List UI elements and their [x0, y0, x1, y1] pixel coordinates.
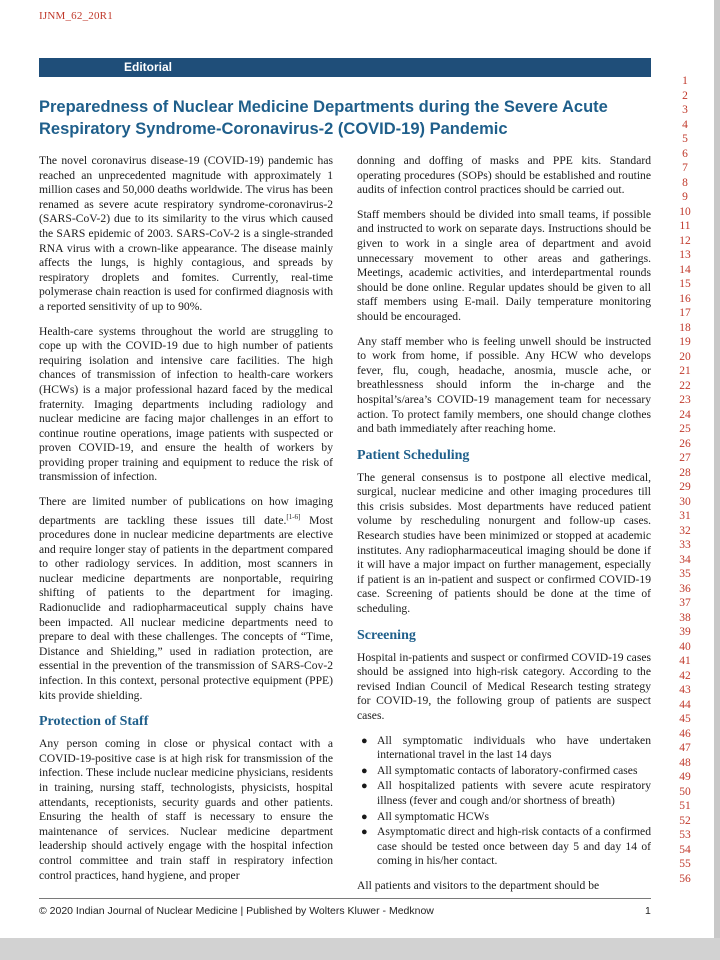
- line-number: 20: [679, 350, 691, 363]
- paragraph: [39, 495, 333, 703]
- line-number: 27: [679, 452, 691, 464]
- line-number: 8: [682, 176, 688, 189]
- line-number: 43: [679, 684, 691, 696]
- line-number: 32: [679, 524, 691, 537]
- line-number: 49: [679, 771, 691, 783]
- line-number: 40: [679, 640, 691, 653]
- bullet-icon: ●: [361, 780, 368, 793]
- paragraph: Any person coming in close or physical contact with a COVID-19-positive case is at high risk for transmission of the infection. These include nuclear medicine physicians, residents in training, nursing staff, technologists, physicists, hospital attendants, receptionists, security guards and other patients. Ensuring the health of staff is necessary to ensure the maintenance of services. Nuclear medicine department leadership should actively engage with the hospital infection control committee and train staff in respiratory infection control practices, hand hygiene, and proper: [39, 737, 333, 882]
- line-number: 11: [679, 220, 691, 232]
- line-number: 29: [679, 481, 691, 493]
- line-number: 54: [679, 843, 691, 856]
- right-column: [357, 154, 651, 904]
- footer-copyright: © 2020 Indian Journal of Nuclear Medicine | Published by Wolters Kluwer - Medknow: [39, 905, 434, 917]
- line-number: 46: [679, 727, 691, 740]
- line-number: 26: [679, 437, 691, 450]
- paragraph: Any staff member who is feeling unwell should be instructed to work from home, if possible. Any HCW who develops fever, flu, cough, headache, anosmia, muscle ache, or breathlessness should inform the in-charge and the hospital’s/area’s COVID-19 management team for necessary action. To protect family members, one should change clothes and bath immediately after reaching home.: [357, 334, 651, 436]
- paragraph: Health-care systems throughout the world are struggling to cope up with the COVID-19 due to high number of patients requiring isolation and intensive care facilities. The high chances of transmission of infection to health-care workers (HCWs) is a major professional hazard faced by the medical fraternity. Imaging departments including radiology and nuclear medicine are facing major challenges in an effort to continue routine operations, image patients with suspected or proven COVID-19, and ensure the health of workers by providing proper training and equipment to reduce the risk of transmission of infection.: [39, 324, 333, 484]
- line-number: 53: [679, 829, 691, 841]
- line-number: 33: [679, 539, 691, 551]
- line-number: 14: [679, 263, 691, 276]
- manuscript-id: IJNM_62_20R1: [39, 10, 113, 22]
- line-number: 48: [679, 756, 691, 769]
- section-heading-screening: Screening: [357, 627, 416, 643]
- list-item: [357, 764, 651, 779]
- bullet-icon: ●: [361, 810, 368, 823]
- line-number: 13: [679, 249, 691, 261]
- line-number: 30: [679, 495, 691, 508]
- viewer-edge: [714, 0, 720, 960]
- line-number: 4: [682, 118, 688, 131]
- paragraph: donning and doffing of masks and PPE kits. Standard operating procedures (SOPs) should be established and routine audits of infection control practices should be carried out.: [357, 154, 651, 197]
- line-number: 9: [682, 191, 688, 203]
- line-number: 37: [679, 597, 691, 609]
- list-item: [357, 779, 651, 808]
- list-item-text: Asymptomatic direct and high-risk contacts of a confirmed case should be tested once between day 5 and day 14 of coming in his/her contact.: [377, 825, 651, 868]
- line-number: 15: [679, 278, 691, 290]
- paragraph: All patients and visitors to the department should be: [357, 878, 600, 892]
- line-number: 41: [679, 655, 691, 667]
- list-item: [357, 825, 651, 869]
- line-number: 44: [679, 698, 691, 711]
- left-column: [39, 154, 333, 893]
- line-number: 3: [682, 104, 688, 116]
- section-heading-protection: Protection of Staff: [39, 714, 149, 730]
- line-number: 1: [682, 75, 688, 87]
- line-number: 18: [679, 321, 691, 334]
- reference-marker[interactable]: [1-6]: [286, 512, 301, 521]
- line-number: 52: [679, 814, 691, 827]
- line-number: 28: [679, 466, 691, 479]
- section-label: Editorial: [124, 60, 173, 74]
- line-number: 2: [682, 89, 688, 102]
- section-heading-scheduling: Patient Scheduling: [357, 447, 470, 463]
- line-number: 34: [679, 553, 691, 566]
- line-number: 56: [679, 872, 691, 885]
- paragraph: The general consensus is to postpone all elective medical, surgical, nuclear medicine and other imaging procedures till this crisis subsides. Most departments have reduced patient volume by rescheduling nonurgent and follow-up cases. Research studies have been minimized or stopped at academic institutes. Any radiopharmaceutical imaging should be done if it will have a major impact on further management, especially if patient is an in-patient and suspect or confirmed COVID-19 case. Screening of patients should be done at the time of scheduling.: [357, 470, 651, 616]
- bullet-icon: ●: [361, 764, 368, 777]
- line-number: 50: [679, 785, 691, 798]
- line-number: 22: [679, 379, 691, 392]
- line-number: 7: [682, 162, 688, 174]
- list-item-text: All hospitalized patients with severe acute respiratory illness (fever and cough and/or shortness of breath): [377, 779, 651, 807]
- line-number: 5: [682, 133, 688, 145]
- bullet-icon: ●: [361, 826, 368, 839]
- line-number: 23: [679, 394, 691, 406]
- line-number: 6: [682, 147, 688, 160]
- line-number: 31: [679, 510, 691, 522]
- paragraph-text: Most procedures done in nuclear medicine departments are elective and require longer stay of patients in the department compared to other radiology services. In addition, most scanners in nuclear medicine departments are nonportable, requiring shifting of patients to the department for imaging. Radionuclide and radiopharmaceutical supply chains have been impacted. All nuclear medicine departments need to prepare to deal with these challenges. The concepts of “Time, Distance and Shielding,” used in radiation protection, are essential in the prevention of the transmission of SARS-Cov-2 infection. In this context, personal protective equipment (PPE) kits provide shielding.: [39, 513, 333, 702]
- line-number: 42: [679, 669, 691, 682]
- paragraph-text: There are limited number of publications on how imaging departments are tackling these issues till date.: [39, 495, 333, 527]
- line-number: 39: [679, 626, 691, 638]
- footer-rule: [39, 898, 651, 899]
- line-number: 19: [679, 336, 691, 348]
- section-band: [39, 58, 651, 77]
- line-numbers: [665, 74, 705, 886]
- list-item: [357, 734, 651, 763]
- list-item-text: All symptomatic individuals who have undertaken international travel in the last 14 days: [377, 733, 651, 762]
- line-number: 55: [679, 858, 691, 870]
- line-number: 17: [679, 307, 691, 319]
- line-number: 38: [679, 611, 691, 624]
- paragraph: Hospital in-patients and suspect or confirmed COVID-19 cases should be assigned into high-risk category. According to the revised Indian Council of Medical Research testing strategy for COVID-19, the following group of patients are suspect cases.: [357, 650, 651, 722]
- line-number: 25: [679, 423, 691, 435]
- viewer-bottom-edge: [0, 938, 720, 960]
- paragraph: The novel coronavirus disease-19 (COVID-19) pandemic has reached an unprecedented magnitude with approximately 1 million cases and 50,000 deaths worldwide. The virus has been renamed as severe acute respiratory syndrome-coronavirus-2 (SARS-CoV-2) due to its similarity to the virus which caused the SARS epidemic of 2003. SARS-CoV-2 is a single-stranded RNA virus with a crown-like appearance. The disease mainly affects the lungs, is highly contagious, and spreads by respiratory droplets and fomites. Currently, real-time polymerase chain reaction is used for confirmed diagnosis with a reported sensitivity of up to 90%.: [39, 154, 333, 313]
- page-number: 1: [645, 905, 651, 917]
- line-number: 47: [679, 742, 691, 754]
- line-number: 12: [679, 234, 691, 247]
- line-number: 10: [679, 205, 691, 218]
- paragraph: Staff members should be divided into small teams, if possible and instructed to work on separate days. Instructions should be given to work in a single area of department and avoid unnecessary movement to other areas and gatherings. Meetings, academic activities, and interdepartmental rounds should be done online. Regular updates should be given to all staff members using E-mail. Daily temperature monitoring should be encouraged.: [357, 207, 651, 323]
- list-item-text: All symptomatic HCWs: [377, 809, 490, 823]
- list-item: [357, 810, 651, 825]
- bullet-icon: ●: [361, 734, 368, 747]
- line-number: 35: [679, 568, 691, 580]
- line-number: 16: [679, 292, 691, 305]
- line-number: 51: [679, 800, 691, 812]
- line-number: 45: [679, 713, 691, 725]
- line-number: 24: [679, 408, 691, 421]
- line-number: 36: [679, 582, 691, 595]
- article-title: Preparedness of Nuclear Medicine Departments during the Severe Acute Respiratory Syndrome-Coronavirus-2 (COVID-19) Pandemic: [39, 98, 608, 138]
- line-number: 21: [679, 365, 691, 377]
- list-item-text: All symptomatic contacts of laboratory-confirmed cases: [377, 763, 638, 777]
- suspect-case-list: [357, 734, 651, 869]
